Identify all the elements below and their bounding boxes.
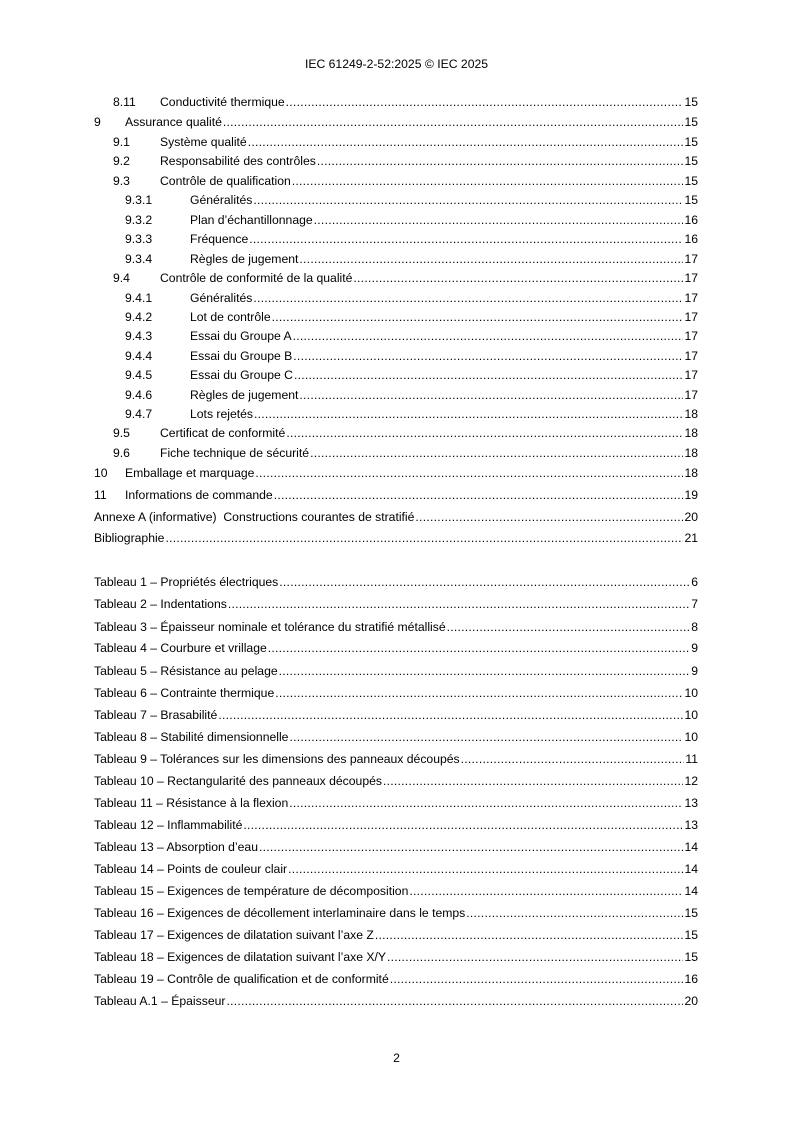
dot-leader <box>226 993 683 1009</box>
toc-entry-number: 9.4.5 <box>125 368 153 382</box>
toc-entry-number: 9.3.3 <box>125 232 153 246</box>
dot-leader <box>248 134 684 150</box>
dot-leader <box>293 348 683 364</box>
dot-leader <box>274 487 684 503</box>
toc-entry-title: Généralités <box>190 291 253 305</box>
table-list-title: Tableau A.1 – Épaisseur <box>94 994 226 1008</box>
table-list-page: 8 <box>691 620 698 634</box>
dot-leader <box>299 251 683 267</box>
toc-entry-title: Contrôle de qualification <box>160 174 291 188</box>
toc-entry[interactable] <box>94 231 698 247</box>
table-list-page: 10 <box>684 686 698 700</box>
table-list-title: Tableau 2 – Indentations <box>94 597 227 611</box>
table-list-title: Tableau 19 – Contrôle de qualification et de conformité <box>94 972 389 986</box>
table-list-page: 20 <box>684 994 698 1008</box>
toc-entry-page: 15 <box>684 95 698 109</box>
toc-entry-page: 16 <box>684 213 698 227</box>
toc-entry-page: 18 <box>684 446 698 460</box>
dot-leader <box>294 367 683 383</box>
dot-leader <box>272 309 684 325</box>
toc-entry-title: Informations de commande <box>125 488 273 502</box>
table-list-page: 12 <box>684 774 698 788</box>
toc-entry-number: 9.1 <box>113 135 130 149</box>
toc-entry-title: Système qualité <box>160 135 247 149</box>
toc-entry-page: 20 <box>684 510 698 524</box>
dot-leader <box>279 663 691 679</box>
dot-leader <box>299 387 683 403</box>
table-list-page: 14 <box>684 862 698 876</box>
table-list-entry[interactable] <box>94 949 698 965</box>
table-list-page: 15 <box>684 928 698 942</box>
table-list-page: 13 <box>684 818 698 832</box>
table-list-title: Tableau 9 – Tolérances sur les dimensions des panneaux découpés <box>94 752 460 766</box>
dot-leader <box>253 290 683 306</box>
toc-entry-title: Règles de jugement <box>190 252 299 266</box>
table-list-entry[interactable] <box>94 861 698 877</box>
toc-entry-page: 18 <box>684 426 698 440</box>
dot-leader <box>292 173 684 189</box>
table-list-entry[interactable] <box>94 663 698 679</box>
toc-entry[interactable] <box>94 348 698 364</box>
toc-entry[interactable] <box>94 251 698 267</box>
table-list-entry[interactable] <box>94 574 698 590</box>
dot-leader <box>275 685 683 701</box>
toc-entry-page: 15 <box>684 154 698 168</box>
dot-leader <box>390 971 684 987</box>
dot-leader <box>253 192 683 208</box>
toc-entry[interactable] <box>94 530 698 546</box>
toc-entry[interactable] <box>94 328 698 344</box>
toc-entry-title: Contrôle de conformité de la qualité <box>160 271 353 285</box>
dot-leader <box>289 729 683 745</box>
toc-entry-number: 9 <box>94 115 101 129</box>
dot-leader <box>165 530 683 546</box>
toc-entry-title: Responsabilité des contrôles <box>160 154 316 168</box>
dot-leader <box>409 883 683 899</box>
table-list-title: Tableau 4 – Courbure et vrillage <box>94 641 267 655</box>
dot-leader <box>243 817 683 833</box>
dot-leader <box>387 949 683 965</box>
table-list-title: Tableau 1 – Propriétés électriques <box>94 575 279 589</box>
toc-entry-number: 9.5 <box>113 426 130 440</box>
table-list-entry[interactable] <box>94 640 698 656</box>
table-list-title: Tableau 6 – Contrainte thermique <box>94 686 275 700</box>
dot-leader <box>254 406 683 422</box>
table-list-entry[interactable] <box>94 905 698 921</box>
toc-entry-page: 16 <box>684 232 698 246</box>
toc-entry-number: 9.4.7 <box>125 407 153 421</box>
toc-entry[interactable] <box>94 153 698 169</box>
toc-entry-title: Lot de contrôle <box>190 310 271 324</box>
toc-entry-title: Lots rejetés <box>190 407 254 421</box>
table-list-entry[interactable] <box>94 927 698 943</box>
table-list-page: 6 <box>691 575 698 589</box>
dot-leader <box>466 905 683 921</box>
toc-entry-title: Assurance qualité <box>125 115 222 129</box>
table-list-page: 9 <box>691 664 698 678</box>
dot-leader <box>289 795 683 811</box>
table-list-entry[interactable] <box>94 839 698 855</box>
toc-entry-page: 17 <box>684 291 698 305</box>
table-list-page: 9 <box>691 641 698 655</box>
toc-entry-number: 9.4.2 <box>125 310 153 324</box>
table-list-page: 11 <box>685 752 698 766</box>
table-list-entry[interactable] <box>94 773 698 789</box>
toc-entry[interactable] <box>94 367 698 383</box>
toc-entry[interactable] <box>94 387 698 403</box>
toc-entry-number: 9.3 <box>113 174 130 188</box>
toc-entry-page: 17 <box>684 252 698 266</box>
toc-entry-number: 9.3.4 <box>125 252 153 266</box>
toc-entry-page: 17 <box>684 349 698 363</box>
toc-entry-page: 18 <box>684 466 698 480</box>
table-list-entry[interactable] <box>94 707 698 723</box>
table-list-entry[interactable] <box>94 971 698 987</box>
dot-leader <box>259 839 683 855</box>
toc-entry-number: 9.3.2 <box>125 213 153 227</box>
dot-leader <box>286 425 683 441</box>
toc-entry-title: Essai du Groupe B <box>190 349 293 363</box>
table-list-title: Tableau 10 – Rectangularité des panneaux découpés <box>94 774 382 788</box>
toc-entry-number: 9.4.1 <box>125 291 153 305</box>
toc-entry[interactable] <box>94 406 698 422</box>
dot-leader <box>279 574 690 590</box>
page-header: IEC 61249-2-52:2025 © IEC 2025 <box>304 57 489 71</box>
table-list-page: 10 <box>684 708 698 722</box>
toc-entry-page: 19 <box>684 488 698 502</box>
table-list-title: Tableau 11 – Résistance à la flexion <box>94 796 289 810</box>
toc-entry-title: Essai du Groupe A <box>190 329 292 343</box>
dot-leader <box>288 861 683 877</box>
table-list-title: Tableau 8 – Stabilité dimensionnelle <box>94 730 289 744</box>
table-list-title: Tableau 13 – Absorption d’eau <box>94 840 258 854</box>
toc-entry-number: 9.4 <box>113 271 130 285</box>
table-list-title: Tableau 7 – Brasabilité <box>94 708 218 722</box>
toc-entry-page: 15 <box>684 115 698 129</box>
toc-entry-title: Emballage et marquage <box>125 466 255 480</box>
table-list-entry[interactable] <box>94 751 698 767</box>
toc-entry[interactable] <box>94 94 698 110</box>
toc-entry-number: 9.3.1 <box>125 193 153 207</box>
toc-entry[interactable] <box>94 212 698 228</box>
toc-entry-number: 9.2 <box>113 154 130 168</box>
toc-entry-page: 18 <box>684 407 698 421</box>
toc-entry[interactable] <box>94 509 698 525</box>
page-number: 2 <box>393 1051 400 1065</box>
table-list-title: Tableau 15 – Exigences de température de décomposition <box>94 884 409 898</box>
dot-leader <box>353 270 683 286</box>
table-list-page: 7 <box>691 597 698 611</box>
dot-leader <box>415 509 683 525</box>
toc-entry-number: 11 <box>94 488 107 502</box>
dot-leader <box>286 94 684 110</box>
dot-leader <box>218 707 683 723</box>
toc-entry-page: 17 <box>684 388 698 402</box>
table-list-page: 10 <box>684 730 698 744</box>
toc-entry-title: Conductivité thermique <box>160 95 285 109</box>
toc-entry-title: Bibliographie <box>94 531 165 545</box>
dot-leader <box>314 212 684 228</box>
toc-entry-page: 21 <box>684 531 698 545</box>
toc-entry-title: Généralités <box>190 193 253 207</box>
toc-entry-title: Annexe A (informative) Constructions courantes de stratifié <box>94 510 415 524</box>
dot-leader <box>461 751 685 767</box>
toc-entry-number: 9.4.3 <box>125 329 153 343</box>
table-list-entry[interactable] <box>94 596 698 612</box>
dot-leader <box>268 640 690 656</box>
dot-leader <box>317 153 684 169</box>
dot-leader <box>249 231 683 247</box>
toc-entry-number: 9.6 <box>113 446 130 460</box>
toc-entry[interactable] <box>94 290 698 306</box>
toc-entry-number: 10 <box>94 466 108 480</box>
table-list-title: Tableau 3 – Épaisseur nominale et tolérance du stratifié métallisé <box>94 620 446 634</box>
table-list-entry[interactable] <box>94 685 698 701</box>
toc-entry[interactable] <box>94 445 698 461</box>
toc-entry-title: Essai du Groupe C <box>190 368 293 382</box>
table-list-title: Tableau 17 – Exigences de dilatation suivant l’axe Z <box>94 928 374 942</box>
toc-entry[interactable] <box>94 465 698 481</box>
toc-entry[interactable] <box>94 114 698 130</box>
table-list-title: Tableau 5 – Résistance au pelage <box>94 664 278 678</box>
toc-entry-page: 15 <box>684 135 698 149</box>
dot-leader <box>375 927 684 943</box>
toc-entry[interactable] <box>94 309 698 325</box>
toc-entry-page: 17 <box>684 329 698 343</box>
toc-entry-title: Fiche technique de sécurité <box>160 446 310 460</box>
table-list-page: 13 <box>684 796 698 810</box>
toc-entry-title: Règles de jugement <box>190 388 299 402</box>
toc-entry[interactable] <box>94 270 698 286</box>
table-list-page: 14 <box>684 840 698 854</box>
table-list-entry[interactable] <box>94 993 698 1009</box>
table-list-entry[interactable] <box>94 795 698 811</box>
toc-entry-page: 15 <box>684 193 698 207</box>
toc-entry-page: 17 <box>684 310 698 324</box>
dot-leader <box>447 619 691 635</box>
table-list-page: 16 <box>684 972 698 986</box>
dot-leader <box>310 445 683 461</box>
toc-entry[interactable] <box>94 134 698 150</box>
table-list-title: Tableau 14 – Points de couleur clair <box>94 862 288 876</box>
toc-entry-number: 9.4.4 <box>125 349 153 363</box>
table-list-title: Tableau 18 – Exigences de dilatation suivant l’axe X/Y <box>94 950 387 964</box>
table-list-page: 15 <box>684 906 698 920</box>
toc-entry-number: 9.4.6 <box>125 388 153 402</box>
dot-leader <box>255 465 683 481</box>
toc-entry[interactable] <box>94 173 698 189</box>
toc-entry[interactable] <box>94 487 698 503</box>
table-list-entry[interactable] <box>94 619 698 635</box>
toc-entry-number: 8.11 <box>113 95 136 109</box>
dot-leader <box>293 328 684 344</box>
toc-entry[interactable] <box>94 192 698 208</box>
table-list-title: Tableau 12 – Inflammabilité <box>94 818 243 832</box>
toc-entry[interactable] <box>94 425 698 441</box>
dot-leader <box>223 114 684 130</box>
table-list-entry[interactable] <box>94 883 698 899</box>
table-list-title: Tableau 16 – Exigences de décollement interlaminaire dans le temps <box>94 906 466 920</box>
dot-leader <box>228 596 690 612</box>
table-list-entry[interactable] <box>94 729 698 745</box>
toc-entry-page: 17 <box>684 271 698 285</box>
table-list-page: 14 <box>684 884 698 898</box>
toc-entry-title: Certificat de conformité <box>160 426 286 440</box>
dot-leader <box>383 773 683 789</box>
table-list-entry[interactable] <box>94 817 698 833</box>
toc-entry-title: Fréquence <box>190 232 249 246</box>
table-list-page: 15 <box>684 950 698 964</box>
toc-entry-title: Plan d’échantillonnage <box>190 213 313 227</box>
toc-entry-page: 17 <box>684 368 698 382</box>
toc-entry-page: 15 <box>684 174 698 188</box>
